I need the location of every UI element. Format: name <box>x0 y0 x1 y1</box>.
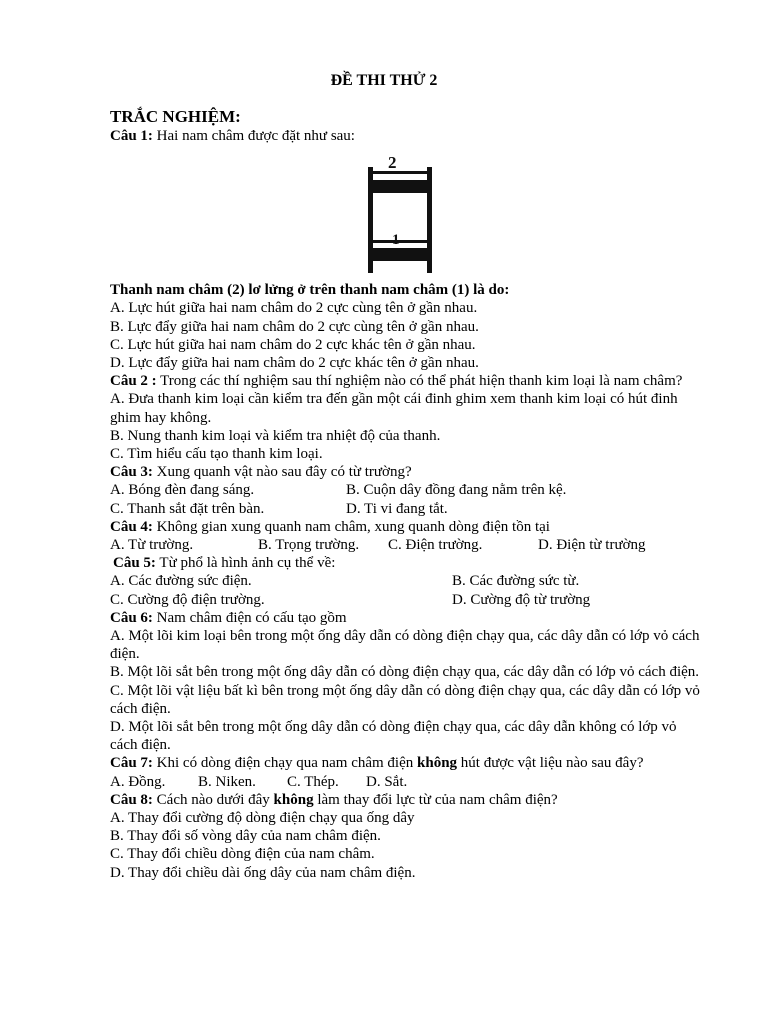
question-5 <box>110 554 700 572</box>
section-heading: TRẮC NGHIỆM: <box>110 107 241 126</box>
question-4-options-row <box>110 536 700 554</box>
magnet-figure <box>362 155 442 275</box>
question-2-option-a: A. Đưa thanh kim loại cần kiểm tra đến gần một cái đinh ghim xem thanh kim loại có hút đinh ghim hay không. <box>110 391 678 426</box>
question-8-option-b: B. Thay đổi số vòng dây của nam châm điện. <box>110 828 381 845</box>
magnet-1-label: 1 <box>392 232 400 249</box>
question-7-option-d: D. Sắt. <box>366 773 408 790</box>
question-8-text-b: làm thay đổi lực từ của nam châm điện? <box>313 791 558 808</box>
question-4-option-d: D. Điện từ trường <box>538 537 646 554</box>
question-8-option-a: A. Thay đổi cường độ dòng điện chạy qua ống dây <box>110 810 415 826</box>
question-4-label: Câu 4: <box>110 518 153 535</box>
question-4-option-b: B. Trọng trường. <box>258 537 360 554</box>
question-7-option-c: C. Thép. <box>287 773 339 790</box>
question-8-option-c: C. Thay đổi chiều dòng điện của nam châm. <box>110 846 375 863</box>
question-list <box>110 127 700 882</box>
question-4 <box>110 518 700 536</box>
question-2-label: Câu 2 : <box>110 373 157 390</box>
question-6-option-a: A. Một lõi kim loại bên trong một ống dây dẫn có dòng điện chạy qua, các dây dẫn có lớp vỏ cách điện. <box>110 627 700 663</box>
question-5-options-row-1 <box>110 572 700 590</box>
question-6-option-d: D. Một lõi sắt bên trong một ống dây dẫn có dòng điện chạy qua, các dây dẫn không có lớp vỏ cách điện. <box>110 719 677 754</box>
question-1-label: Câu 1: <box>110 128 153 144</box>
question-7-option-b: B. Niken. <box>198 773 256 790</box>
question-8 <box>110 791 700 809</box>
question-5-option-b: B. Các đường sức từ. <box>452 573 580 590</box>
question-7-text-a: Khi có dòng điện chạy qua nam châm điện <box>152 755 418 772</box>
question-2 <box>110 372 700 390</box>
question-2-option-b: B. Nung thanh kim loại và kiểm tra nhiệt độ của thanh. <box>110 427 441 444</box>
question-8-emphasis: không <box>273 791 314 808</box>
question-3-text: Xung quanh vật nào sau đây có từ trường? <box>152 464 412 481</box>
question-7-label: Câu 7: <box>110 755 153 772</box>
question-3-option-b: B. Cuộn dây đồng đang nằm trên kệ. <box>346 482 567 499</box>
question-7-options-row <box>110 773 700 791</box>
question-4-option-a: A. Từ trường. <box>110 537 194 554</box>
question-2-text: Trong các thí nghiệm sau thí nghiệm nào có thể phát hiện thanh kim loại là nam châm? <box>156 373 683 390</box>
question-3-options-row-1 <box>110 481 700 499</box>
question-6 <box>110 609 700 627</box>
question-3-label: Câu 3: <box>110 464 153 481</box>
question-8-label: Câu 8: <box>110 791 153 808</box>
question-1-text: Hai nam châm được đặt như sau: <box>152 128 355 144</box>
question-8-option-d: D. Thay đổi chiều dài ống dây của nam châm điện. <box>110 864 416 881</box>
question-2-option-c: C. Tìm hiểu cấu tạo thanh kim loại. <box>110 446 323 463</box>
question-1-option-c: C. Lực hút giữa hai nam châm do 2 cực khác tên ở gần nhau. <box>110 336 476 353</box>
question-1 <box>110 127 700 145</box>
question-5-option-d: D. Cường độ từ trường <box>452 591 591 608</box>
question-3-option-d: D. Ti vi đang tắt. <box>346 500 448 517</box>
question-5-options-row-2 <box>110 591 700 609</box>
question-6-option-b: B. Một lõi sắt bên trong một ống dây dẫn có dòng điện chạy qua, các dây dẫn có lớp vỏ cách điện. <box>110 664 700 681</box>
question-7-text-b: hút được vật liệu nào sau đây? <box>457 755 644 772</box>
magnet-1-top-edge <box>368 240 432 243</box>
page-title: ĐỀ THI THỬ 2 <box>330 72 438 89</box>
magnet-2-top-edge <box>368 171 432 174</box>
question-4-text: Không gian xung quanh nam châm, xung quanh dòng điện tồn tại <box>152 518 550 535</box>
question-5-option-a: A. Các đường sức điện. <box>110 573 252 590</box>
question-7 <box>110 754 700 772</box>
question-3-option-c: C. Thanh sắt đặt trên bàn. <box>110 500 265 517</box>
question-6-label: Câu 6: <box>110 609 153 626</box>
question-4-option-c: C. Điện trường. <box>388 537 483 554</box>
question-6-option-c: C. Một lõi vật liệu bất kì bên trong một ống dây dẫn có dòng điện chạy qua, các dây dẫn có lớp vỏ cách điện. <box>110 682 700 717</box>
question-1-option-a: A. Lực hút giữa hai nam châm do 2 cực cùng tên ở gần nhau. <box>110 300 478 317</box>
magnet-2-label: 2 <box>388 155 397 173</box>
question-6-text: Nam châm điện có cấu tạo gồm <box>152 609 347 626</box>
question-5-option-c: C. Cường độ điện trường. <box>110 591 265 608</box>
magnet-2 <box>368 180 432 193</box>
question-3 <box>110 463 700 481</box>
question-8-text-a: Cách nào dưới đây <box>152 791 274 808</box>
question-1-option-b: B. Lực đẩy giữa hai nam châm do 2 cực cùng tên ở gần nhau. <box>110 318 479 335</box>
question-3-options-row-2 <box>110 500 700 518</box>
question-5-text: Từ phổ là hình ảnh cụ thể về: <box>155 555 336 572</box>
question-3-option-a: A. Bóng đèn đang sáng. <box>110 482 255 499</box>
question-1-stem: Thanh nam châm (2) lơ lửng ở trên thanh nam châm (1) là do: <box>110 282 510 299</box>
question-5-label: Câu 5: <box>113 555 156 572</box>
magnet-1 <box>368 248 432 261</box>
question-7-emphasis: không <box>417 755 458 772</box>
question-1-option-d: D. Lực đẩy giữa hai nam châm do 2 cực khác tên ở gần nhau. <box>110 355 479 372</box>
question-7-option-a: A. Đồng. <box>110 773 166 790</box>
